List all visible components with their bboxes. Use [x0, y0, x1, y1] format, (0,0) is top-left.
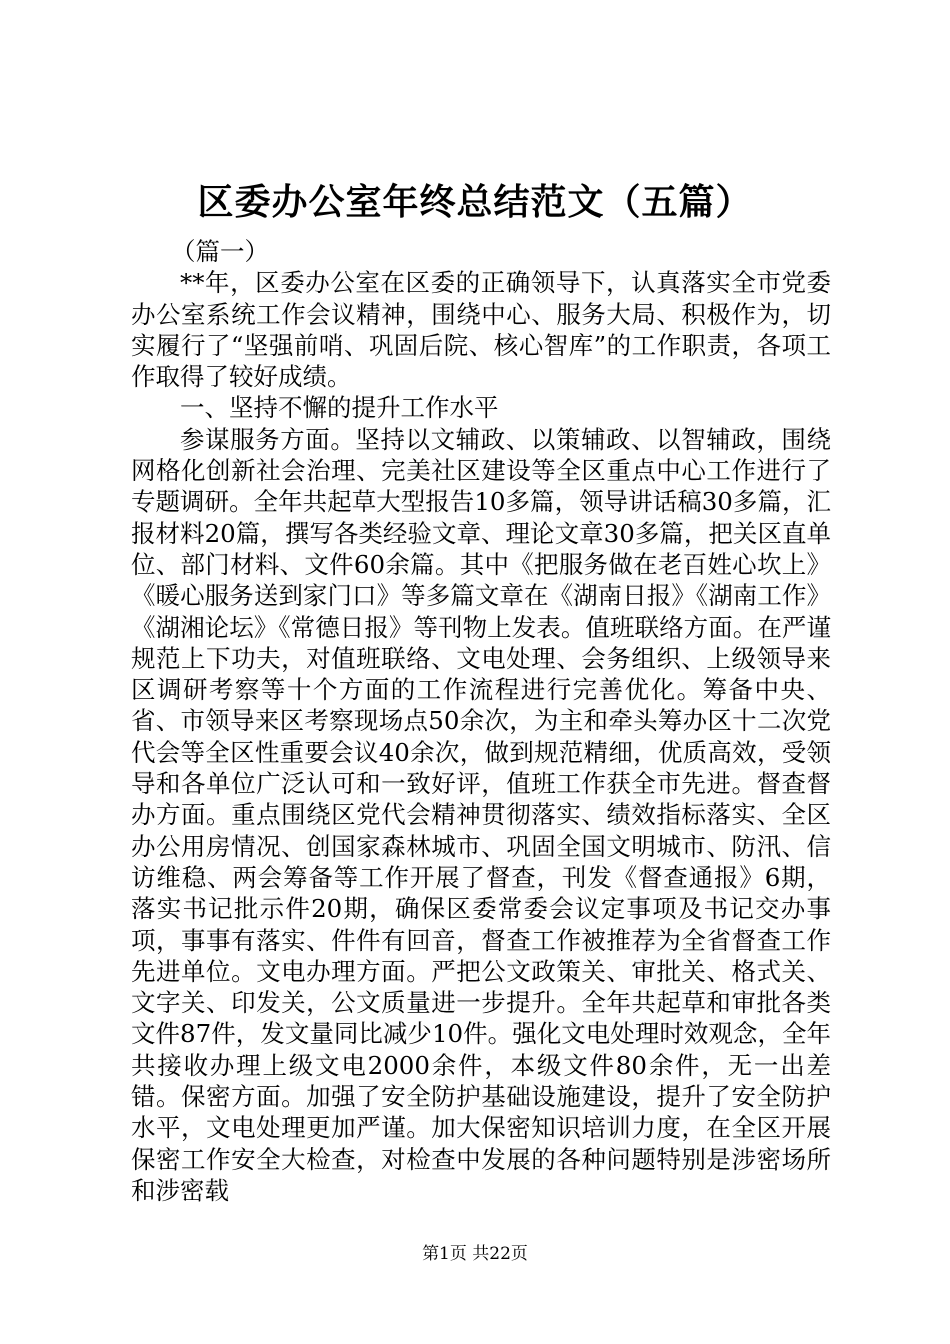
intro-paragraph: **年，区委办公室在区委的正确领导下，认真落实全市党委办公室系统工作会议精神，围绕中心、服务大局、积极作为，切实履行了“坚强前哨、巩固后院、核心智库”的工作职责，各项工作取得了较好成绩。 [131, 268, 831, 392]
page-footer: 第1页 共22页 [422, 1244, 528, 1264]
document-body [131, 236, 831, 1206]
document-title: 区委办公室年终总结范文（五篇） [197, 181, 753, 223]
section-paragraph: 参谋服务方面。坚持以文辅政、以策辅政、以智辅政，围绕网格化创新社会治理、完美社区建设等全区重点中心工作进行了专题调研。全年共起草大型报告10多篇，领导讲话稿30多篇，汇报材料20篇，撰写各类经验文章、理论文章30多篇，把关区直单位、部门材料、文件60余篇。其中《把服务做在老百姓心坎上》《暖心服务送到家门口》等多篇文章在《湖南日报》《湖南工作》《湖湘论坛》《常德日报》等刊物上发表。值班联络方面。在严谨规范上下功夫，对值班联络、文电处理、会务组织、上级领导来区调研考察等十个方面的工作流程进行完善优化。筹备中央、省、市领导来区考察现场点50余次，为主和牵头筹办区十二次党代会等全区性重要会议40余次，做到规范精细，优质高效，受领导和各单位广泛认可和一致好评，值班工作获全市先进。督查督办方面。重点围绕区党代会精神贯彻落实、绩效指标落实、全区办公用房情况、创国家森林城市、巩固全国文明城市、防汛、信访维稳、两会筹备等工作开展了督查，刊发《督查通报》6期，落实书记批示件20期，确保区委常委会议定事项及书记交办事项，事事有落实、件件有回音，督查工作被推荐为全省督查工作先进单位。文电办理方面。严把公文政策关、审批关、格式关、文字关、印发关，公文质量进一步提升。全年共起草和审批各类文件87件，发文量同比减少10件。强化文电处理时效观念，全年共接收办理上级文电2000余件，本级文件80余件，无一出差错。保密方面。加强了安全防护基础设施建设，提升了安全防护水平，文电处理更加严谨。加大保密知识培训力度，在全区开展保密工作安全大检查，对检查中发展的各种问题特别是涉密场所和涉密载 [131, 424, 831, 1205]
part-label: （篇一） [171, 237, 269, 266]
section-heading: 一、坚持不懈的提升工作水平 [180, 393, 499, 423]
